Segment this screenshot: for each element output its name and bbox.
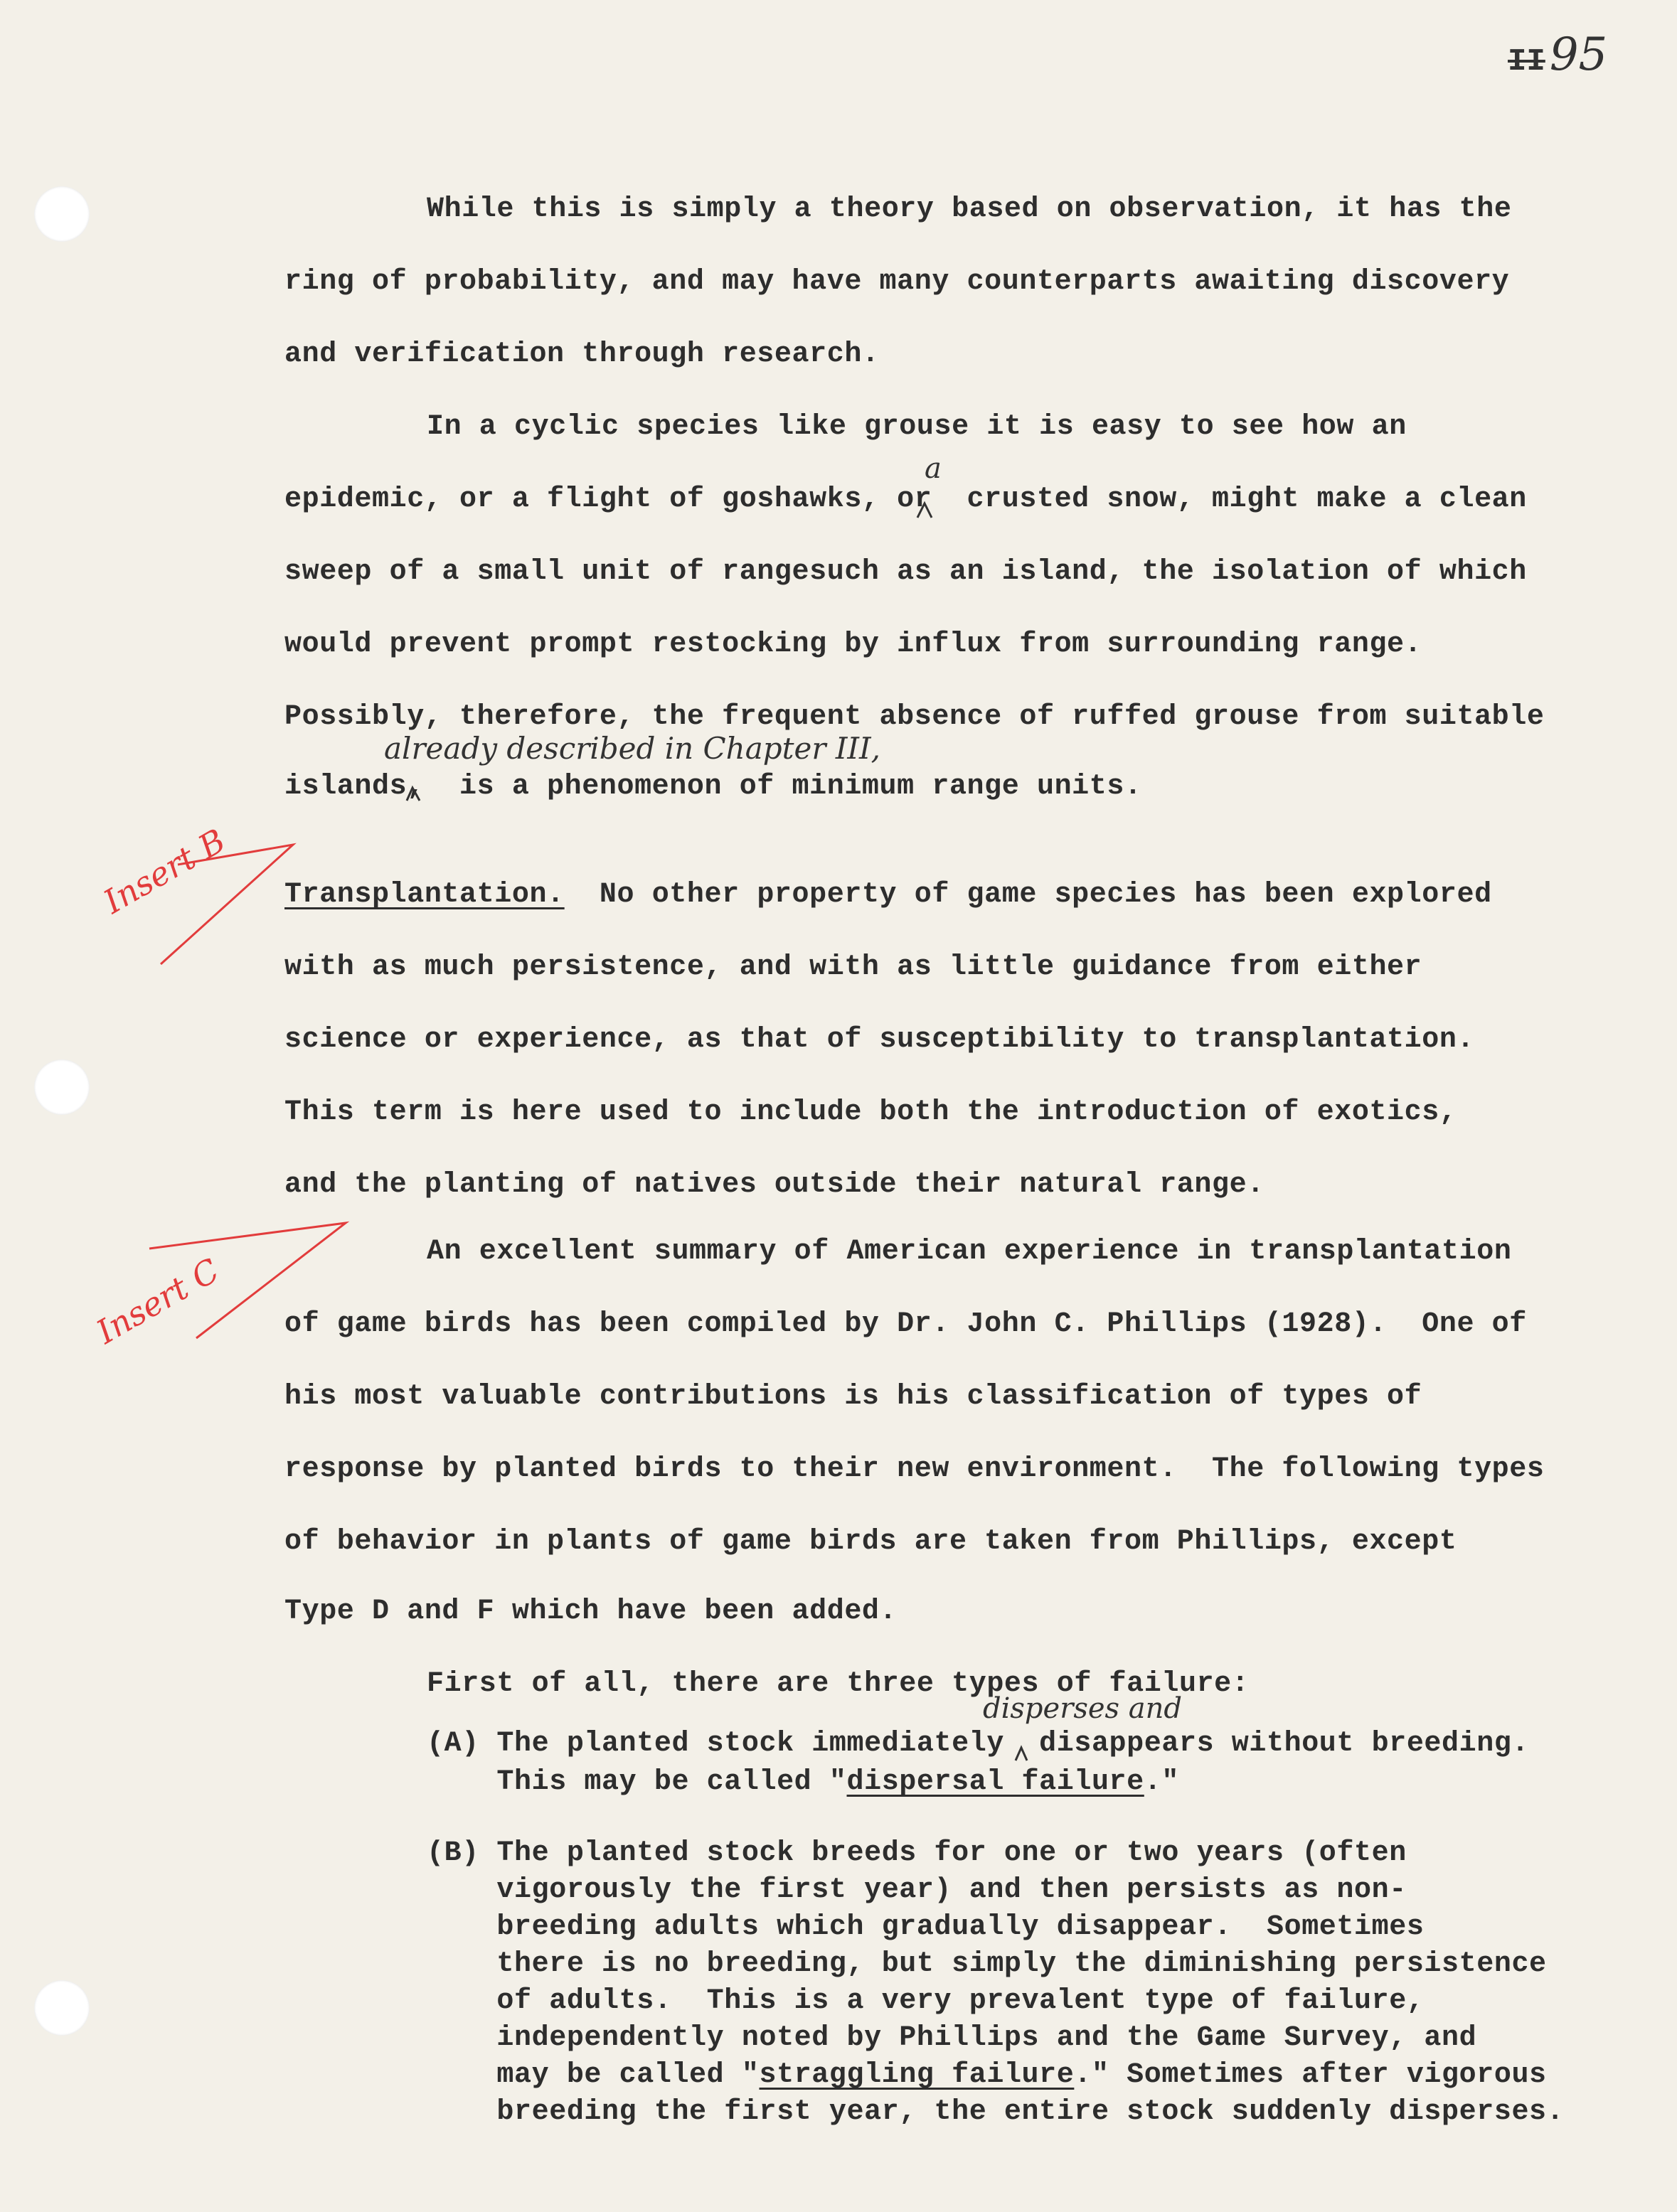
item-b-line6: independently noted by Phillips and the Game Survey, and <box>427 2022 1477 2054</box>
para4-line2: of game birds has been compiled by Dr. John C. Phillips (1928). One of <box>284 1308 1527 1340</box>
item-b-line5: of adults. This is a very prevalent type of failure, <box>427 1985 1425 2017</box>
item-b-line4: there is no breeding, but simply the diminishing persistence <box>427 1948 1547 1980</box>
para4-line4: response by planted birds to their new environment. The following types <box>284 1453 1545 1485</box>
item-b-line8: breeding the first year, the entire stock suddenly disperses. <box>427 2096 1565 2128</box>
item-a-line2-post: ." <box>1144 1766 1179 1798</box>
caret-mark-disperses <box>1016 1748 1027 1760</box>
dispersal-failure-term: dispersal failure <box>846 1766 1144 1798</box>
insert-b-arrow <box>161 845 293 964</box>
para4-line1: An excellent summary of American experience in transplantation <box>427 1236 1512 1268</box>
insert-a-handwritten: a <box>925 452 942 485</box>
caret-mark-a <box>917 503 932 518</box>
caret-mark-chapter <box>407 788 420 801</box>
para1-line1: While this is simply a theory based on observation, it has the <box>427 193 1512 225</box>
item-a-line2-pre: This may be called " <box>427 1766 847 1798</box>
para4-line3: his most valuable contributions is his classification of types of <box>284 1381 1422 1413</box>
transplantation-line5: and the planting of natives outside their natural range. <box>284 1169 1265 1201</box>
transplantation-line2: with as much persistence, and with as little guidance from either <box>284 951 1422 983</box>
para4-line5: of behavior in plants of game birds are taken from Phillips, except <box>284 1526 1457 1558</box>
failure-intro: First of all, there are three types of failure: <box>427 1668 1250 1700</box>
item-a-insert-handwritten: disperses and <box>983 1692 1182 1725</box>
insert-c-arrow <box>149 1223 346 1338</box>
para2-line6: islands, is a phenomenon of minimum range units. <box>284 771 1142 803</box>
straggling-failure-term: straggling failure <box>759 2059 1075 2091</box>
transplantation-line4: This term is here used to include both the introduction of exotics, <box>284 1096 1457 1128</box>
insert-b-note: Insert B <box>97 821 232 921</box>
insert-c-note: Insert C <box>90 1251 226 1352</box>
para1-line3: and verification through research. <box>284 338 880 370</box>
para2-line5: Possibly, therefore, the frequent absence of ruffed grouse from suitable <box>284 701 1545 733</box>
para2-line1: In a cyclic species like grouse it is easy to see how an <box>427 411 1407 443</box>
item-b-line7-pre: may be called " <box>427 2059 760 2091</box>
transplantation-line3: science or experience, as that of susceptibility to transplantation. <box>284 1024 1475 1056</box>
item-b-line2: vigorously the first year) and then persists as non- <box>427 1874 1407 1906</box>
para4-line6: Type D and F which have been added. <box>284 1596 898 1628</box>
item-a-line1: (A) The planted stock immediately disappears without breeding. <box>427 1728 1530 1760</box>
para2-line3: sweep of a small unit of rangesuch as an island, the isolation of which <box>284 556 1527 588</box>
page-number-typed: II <box>1508 44 1545 80</box>
item-b-line7-post: ." Sometimes after vigorous <box>1074 2059 1547 2091</box>
para1-line2: ring of probability, and may have many counterparts awaiting discovery <box>284 266 1510 298</box>
transplantation-line1-rest: No other property of game species has been explored <box>564 879 1492 911</box>
para2-line2: epidemic, or a flight of goshawks, or crusted snow, might make a clean <box>284 483 1527 515</box>
para2-line4: would prevent prompt restocking by influx from surrounding range. <box>284 629 1422 661</box>
chapter-insert-handwritten: already described in Chapter III, <box>384 731 880 766</box>
item-b-line3: breeding adults which gradually disappear. Sometimes <box>427 1911 1425 1943</box>
page-number-handwritten: 95 <box>1549 28 1608 81</box>
transplantation-heading: Transplantation. <box>284 879 565 911</box>
item-b-line1: (B) The planted stock breeds for one or two years (often <box>427 1837 1407 1869</box>
